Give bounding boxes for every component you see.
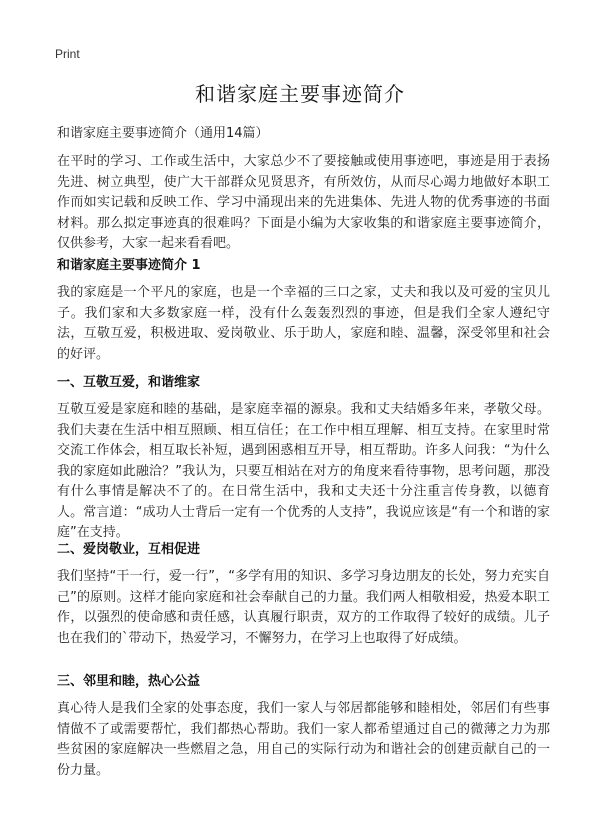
work-paragraph: 我们坚持“干一行，爱一行”，“多学有用的知识、多学习身边朋友的长处，努力充实自己”的原则。这样才能向家庭和社会奉献自己的力量。我们两人相敬相爱，热爱本职工作，以强烈的使命感和责任感，认真履行职责，双方的工作取得了较好的成绩。儿子也在我们的`带动下，热爱学习，不懈努力，在学习上也取得了好成绩。	[57, 569, 550, 646]
section-heading: 和谐家庭主要事迹简介 1	[57, 258, 201, 273]
print-link[interactable]: Print	[55, 47, 80, 61]
harmony-heading: 一、互敬互爱，和谐维家	[57, 375, 201, 390]
section-paragraph: 我的家庭是一个平凡的家庭，也是一个幸福的三口之家，丈夫和我以及可爱的宝贝儿子。我们家和大多数家庭一样，没有什么轰轰烈烈的事迹，但是我们全家人遵纪守法，互敬互爱，积极进取、爱岗敬业、乐于助人，家庭和睦、温馨，深受邻里和社会的好评。	[57, 285, 550, 362]
page-title: 和谐家庭主要事迹简介	[195, 82, 405, 106]
harmony-paragraph: 互敬互爱是家庭和睦的基础，是家庭幸福的源泉。我和丈夫结婚多年来，孝敬父母。我们夫妻在生活中相互照顾、相互信任；在工作中相互理解、相互支持。在家里时常交流工作体会，相互取长补短，遇到困惑相互开导，相互帮助。许多人问我：“为什么我的家庭如此融洽？”我认为，只要互相站在对方的角度来看待事物，思考问题，那没有什么事情是解决不了的。在日常生活中，我和丈夫还十分注重言传身教，以德育人。常言道：“成功人士背后一定有一个优秀的人支持”，我说应该是“有一个和谐的家庭”在支持。	[57, 402, 550, 540]
work-heading: 二、爱岗敬业，互相促进	[57, 542, 201, 557]
neighbors-paragraph: 真心待人是我们全家的处事态度，我们一家人与邻居都能够和睦相处，邻居们有些事情做不了或需要帮忙，我们都热心帮助。我们一家人都希望通过自己的微薄之力为那些贫困的家庭解决一些燃眉之急，用自己的实际行动为和谐社会的创建贡献自己的一份力量。	[57, 701, 550, 778]
neighbors-heading: 三、邻里和睦，热心公益	[57, 674, 201, 689]
document-subtitle: 和谐家庭主要事迹简介（通用14篇）	[57, 126, 269, 141]
intro-paragraph: 在平时的学习、工作或生活中，大家总少不了要接触或使用事迹吧，事迹是用于表扬先进、树立典型，使广大干部群众见贤思齐，有所效仿，从而尽心竭力地做好本职工作而如实记载和反映工作、学习中涌现出来的先进集体、先进人物的优秀事迹的书面材料。那么拟定事迹真的很难吗？下面是小编为大家收集的和谐家庭主要事迹简介，仅供参考，大家一起来看看吧。	[57, 154, 550, 251]
